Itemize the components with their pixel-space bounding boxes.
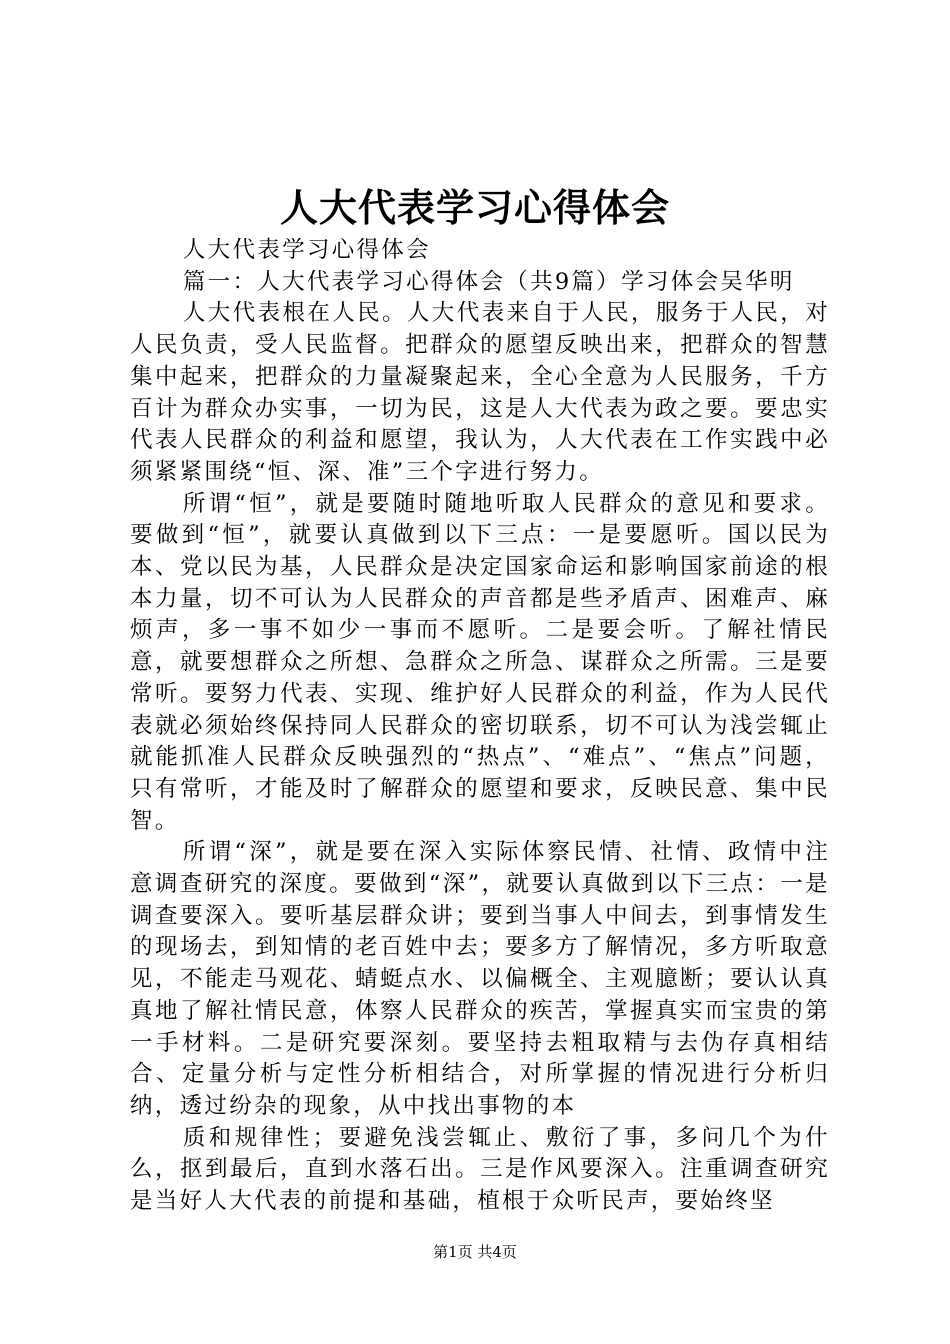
document-title: 人大代表学习心得体会: [279, 185, 670, 230]
body-paragraph: 人大代表根在人民。人大代表来自于人民，服务于人民，对人民负责，受人民监督。把群众的愿望反映出来，把群众的智慧集中起来，把群众的力量凝聚起来，全心全意为人民服务，千方百计为群众办实事，一切为民，这是人大代表为政之要。要忠实代表人民群众的利益和愿望，我认为，人大代表在工作实践中必须紧紧围绕“恒、深、准”三个字进行努力。: [130, 300, 830, 485]
body-paragraph: 所谓“深”，就是要在深入实际体察民情、社情、政情中注意调查研究的深度。要做到“深”，就要认真做到以下三点：一是调查要深入。要听基层群众讲；要到当事人中间去，到事情发生的现场去，到知情的老百姓中去；要多方了解情况，多方听取意见，不能走马观花、蜻蜓点水、以偏概全、主观臆断；要认认真真地了解社情民意，体察人民群众的疾苦，掌握真实而宝贵的第一手材料。二是研究要深刻。要坚持去粗取精与去伪存真相结合、定量分析与定性分析相结合，对所掌握的情况进行分析归纳，透过纷杂的现象，从中找出事物的本: [130, 839, 830, 1119]
body-paragraph: 篇一：人大代表学习心得体会（共9篇）学习体会吴华明: [182, 268, 795, 295]
body-paragraph: 人大代表学习心得体会: [182, 237, 431, 263]
document-body: [130, 235, 830, 1218]
body-paragraph: 所谓“恒”，就是要随时随地听取人民群众的意见和要求。要做到“恒”，就要认真做到以下三点：一是要愿听。国以民为本、党以民为基，人民群众是决定国家命运和影响国家前途的根本力量，切不可认为人民群众的声音都是些矛盾声、困难声、麻烦声，多一事不如少一事而不愿听。二是要会听。了解社情民意，就要想群众之所想、急群众之所急、谋群众之所需。三是要常听。要努力代表、实现、维护好人民群众的利益，作为人民代表就必须始终保持同人民群众的密切联系，切不可认为浅尝辄止就能抓准人民群众反映强烈的“热点”、“难点”、“焦点”问题，只有常听，才能及时了解群众的愿望和要求，反映民意、集中民智。: [130, 490, 830, 834]
page-number-footer: 第1页 共4页: [433, 1243, 517, 1261]
body-paragraph: 质和规律性；要避免浅尝辄止、敷衍了事，多问几个为什么，抠到最后，直到水落石出。三是作风要深入。注重调查研究是当好人大代表的前提和基础，植根于众听民声，要始终坚: [130, 1124, 830, 1215]
